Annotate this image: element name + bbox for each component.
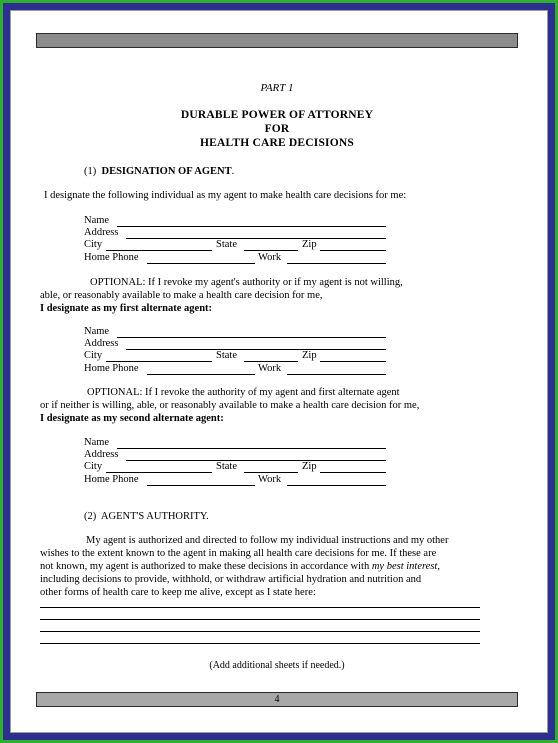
alt1-state-line[interactable] — [244, 361, 298, 362]
authority-line-1: My agent is authorized and directed to follow my individual instructions and my other — [86, 535, 449, 546]
alt2-city-line[interactable] — [106, 472, 212, 473]
agent-city-label: City — [84, 239, 103, 250]
alt2-home-phone-label: Home Phone — [84, 474, 139, 485]
alt1-zip-line[interactable] — [320, 361, 386, 362]
alt2-zip-line[interactable] — [320, 472, 386, 473]
agent-zip-line[interactable] — [320, 250, 386, 251]
optional1-line1: OPTIONAL: If I revoke my agent's authority or if my agent is not willing, — [90, 277, 403, 288]
alt2-address-label: Address — [84, 449, 119, 460]
document-title-line-1: DURABLE POWER OF ATTORNEY — [180, 109, 374, 121]
part-label: PART 1 — [260, 82, 294, 94]
agent-home-phone-line[interactable] — [147, 263, 255, 264]
alt2-state-line[interactable] — [244, 472, 298, 473]
agent-work-label: Work — [258, 252, 282, 263]
footer-bar — [36, 692, 518, 707]
alt2-work-line[interactable] — [287, 485, 386, 486]
section2-heading — [84, 511, 209, 522]
alt2-name-line[interactable] — [117, 448, 386, 449]
additional-sheets-note: (Add additional sheets if needed.) — [209, 660, 345, 671]
authority-line-2: wishes to the extent known to the agent in making all health care decisions for me. If these are — [40, 548, 437, 559]
first-alternate-heading: I designate as my first alternate agent: — [40, 303, 213, 314]
authority-line-4: including decisions to provide, withhold, or withdraw artificial hydration and nutrition and — [40, 574, 422, 585]
optional2-line1: OPTIONAL: If I revoke the authority of my agent and first alternate agent — [87, 387, 400, 398]
alt1-name-label: Name — [84, 326, 110, 337]
authority-line-5: other forms of health care to keep me alive, except as I state here: — [40, 587, 316, 598]
agent-address-line[interactable] — [126, 238, 386, 239]
page-number: 4 — [274, 694, 280, 705]
alt1-city-line[interactable] — [106, 361, 212, 362]
agent-work-line[interactable] — [287, 263, 386, 264]
alt2-work-label: Work — [258, 474, 282, 485]
agent-zip-label: Zip — [302, 239, 317, 250]
best-interest-text: my best interest — [371, 561, 438, 572]
alt1-name-line[interactable] — [117, 337, 386, 338]
alt2-zip-label: Zip — [302, 461, 317, 472]
optional2-line2: or if neither is willing, able, or reasonably available to make a health care decision for me, — [40, 400, 420, 411]
document-title-line-2: FOR — [264, 123, 290, 135]
alt2-address-line[interactable] — [126, 460, 386, 461]
alt1-work-label: Work — [258, 363, 282, 374]
agent-city-line[interactable] — [106, 250, 212, 251]
optional1-line2: able, or reasonably available to make a health care decision for me, — [40, 290, 323, 301]
authority-line-3-comma: , — [437, 561, 440, 572]
agent-address-label: Address — [84, 227, 119, 238]
document-title-line-3: HEALTH CARE DECISIONS — [200, 137, 354, 149]
agent-state-line[interactable] — [244, 250, 298, 251]
alt2-home-phone-line[interactable] — [147, 485, 255, 486]
alt2-state-label: State — [216, 461, 237, 472]
agent-state-label: State — [216, 239, 237, 250]
section1-title: DESIGNATION OF AGENT — [101, 166, 232, 177]
alt1-home-phone-label: Home Phone — [84, 363, 139, 374]
alt1-work-line[interactable] — [287, 374, 386, 375]
section2-title-suffix: . — [206, 511, 209, 522]
instruction-line-1[interactable] — [40, 607, 480, 608]
section2-title: AGENT'S AUTHORITY — [100, 511, 207, 522]
section1-intro: I designate the following individual as my agent to make health care decisions for me: — [44, 190, 407, 201]
agent-name-line[interactable] — [117, 226, 386, 227]
alt1-address-label: Address — [84, 338, 119, 349]
section2-number: (2) — [84, 511, 97, 522]
alt1-home-phone-line[interactable] — [147, 374, 255, 375]
instruction-line-2[interactable] — [40, 619, 480, 620]
instruction-line-3[interactable] — [40, 631, 480, 632]
alt1-zip-label: Zip — [302, 350, 317, 361]
alt2-city-label: City — [84, 461, 103, 472]
alt2-name-label: Name — [84, 437, 110, 448]
alt1-address-line[interactable] — [126, 349, 386, 350]
document-page — [14, 12, 540, 724]
agent-name-label: Name — [84, 215, 110, 226]
alt1-city-label: City — [84, 350, 103, 361]
header-bar — [36, 33, 518, 48]
second-alternate-heading: I designate as my second alternate agent: — [40, 413, 224, 424]
alt1-state-label: State — [216, 350, 237, 361]
instruction-line-4[interactable] — [40, 643, 480, 644]
authority-line-3 — [40, 561, 440, 572]
agent-home-phone-label: Home Phone — [84, 252, 139, 263]
section1-heading — [84, 166, 234, 177]
authority-line-3-text: not known, my agent is authorized to make these decisions in accordance with — [40, 561, 372, 572]
section1-number: (1) — [84, 166, 97, 177]
section1-title-suffix: . — [231, 166, 235, 177]
